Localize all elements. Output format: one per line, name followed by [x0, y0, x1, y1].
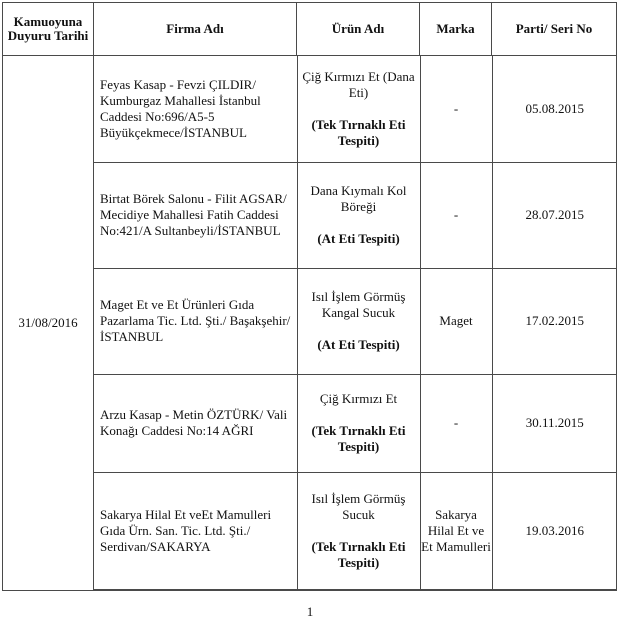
product-cell [297, 268, 420, 374]
firm-cell [94, 268, 297, 374]
product-name: Çiğ Kırmızı Et (Dana Eti) [302, 68, 415, 100]
page-number: 1 [306, 604, 314, 619]
brand-cell: - [420, 374, 492, 472]
product-cell [297, 162, 420, 268]
brand-cell: Sakarya Hilal Et ve Et Mamulleri [420, 472, 492, 589]
firm-name: Birtat Börek Salonu - Filit AGSAR/ Mecidiye Mahallesi Fatih Caddesi No:421/A Sultanbeyli/İSTANBUL [100, 191, 287, 238]
firm-cell [94, 162, 297, 268]
header-row [3, 3, 617, 56]
product-name: Isıl İşlem Görmüş Sucuk [311, 490, 406, 522]
lot-number: 17.02.2015 [492, 268, 617, 374]
table-row [94, 162, 617, 268]
announcement-row [3, 56, 617, 591]
finding-label: (At Eti Tespiti) [317, 231, 400, 246]
header-firm-name: Firma Adı [94, 3, 297, 56]
lot-number: 19.03.2016 [492, 472, 617, 589]
finding-label: (Tek Tırnaklı Eti Tespiti) [311, 538, 406, 570]
firm-name: Feyas Kasap - Fevzi ÇILDIR/ Kumburgaz Mahallesi İstanbul Caddesi No:696/A5-5 Büyükçekmece/İSTANBUL [100, 76, 261, 140]
table-row [94, 472, 617, 589]
table-row [94, 374, 617, 472]
table-row [94, 268, 617, 374]
firm-name: Sakarya Hilal Et veEt Mamulleri Gıda Ürn. San. Tic. Ltd. Şti./ Serdivan/SAKARYA [100, 506, 272, 554]
entries-table [94, 56, 617, 590]
product-name: Isıl İşlem Görmüş Kangal Sucuk [311, 289, 406, 320]
product-name: Dana Kıymalı Kol Böreği [310, 183, 407, 214]
brand-cell: Maget [420, 268, 492, 374]
header-brand: Marka [420, 3, 492, 56]
brand-cell: - [420, 162, 492, 268]
announcement-date: 31/08/2016 [3, 56, 94, 591]
firm-cell [94, 374, 297, 472]
finding-label: (Tek Tırnaklı Eti Tespiti) [311, 116, 406, 148]
entries-cell [94, 56, 617, 591]
finding-label: (Tek Tırnaklı Eti Tespiti) [311, 423, 406, 454]
firm-cell [94, 56, 297, 162]
product-name: Çiğ Kırmızı Et [319, 391, 398, 406]
lot-number: 30.11.2015 [492, 374, 617, 472]
finding-label: (At Eti Tespiti) [317, 337, 400, 352]
header-lot-number: Parti/ Seri No [492, 3, 617, 56]
header-product-name: Ürün Adı [297, 3, 420, 56]
firm-cell [94, 472, 297, 589]
header-announcement-date: Kamuoyuna Duyuru Tarihi [3, 3, 94, 56]
firm-name: Arzu Kasap - Metin ÖZTÜRK/ Vali Konağı Caddesi No:14 AĞRI [100, 407, 288, 438]
lot-number: 28.07.2015 [492, 162, 617, 268]
table-row [94, 56, 617, 162]
product-cell [297, 472, 420, 589]
product-cell [297, 374, 420, 472]
recall-table [2, 2, 617, 591]
brand-cell: - [420, 56, 492, 162]
firm-name: Maget Et ve Et Ürünleri Gıda Pazarlama Tic. Ltd. Şti./ Başakşehir/İSTANBUL [100, 297, 291, 344]
lot-number: 05.08.2015 [492, 56, 617, 162]
product-cell [297, 56, 420, 162]
